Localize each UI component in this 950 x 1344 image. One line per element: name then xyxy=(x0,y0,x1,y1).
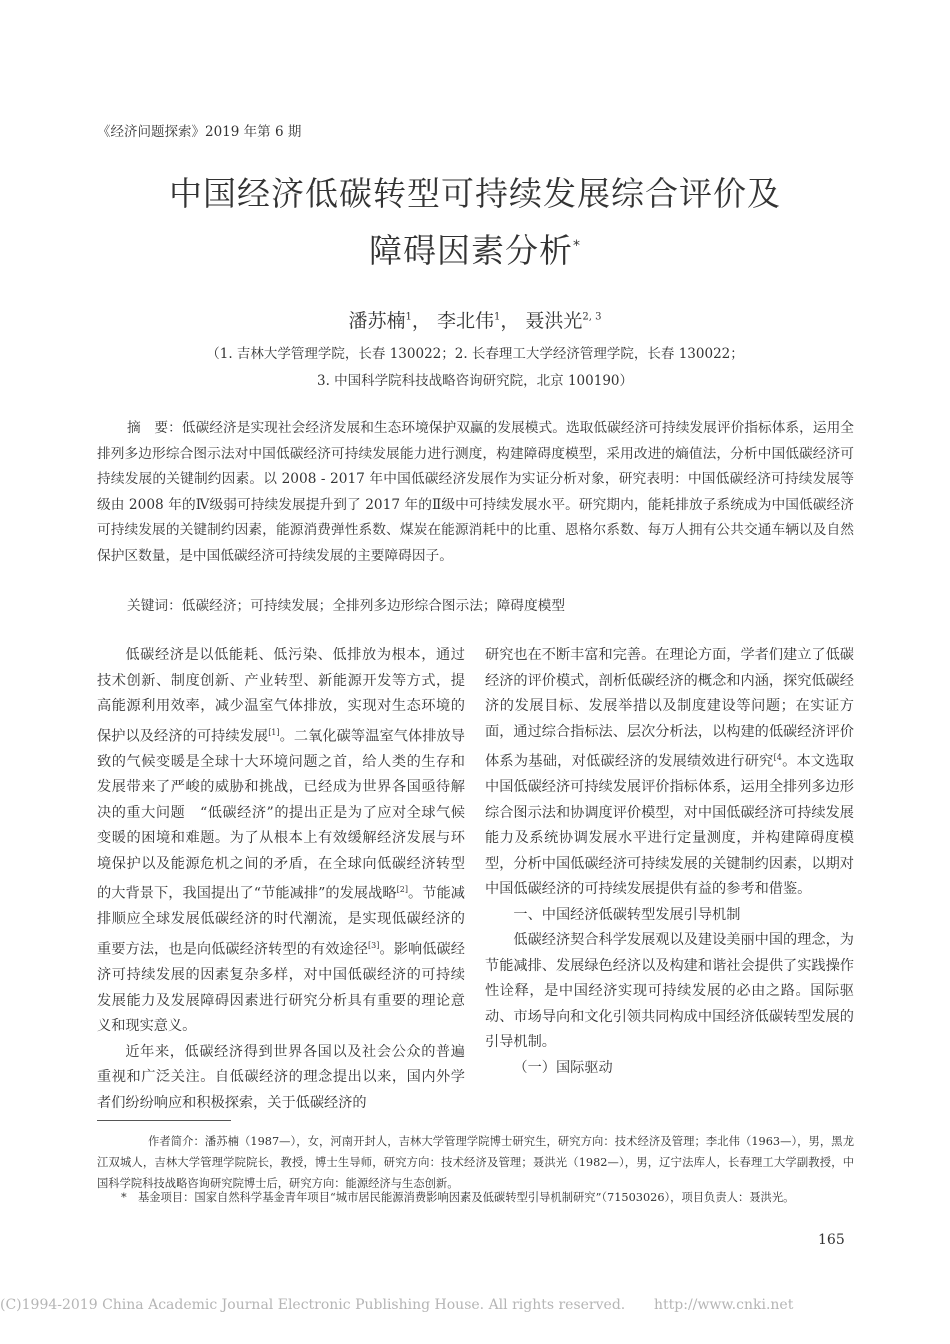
paper-title-text: 障碍因素分析 xyxy=(369,231,573,270)
author-affil-sup: 2, 3 xyxy=(582,311,602,323)
journal-header: 《经济问题探索》2019 年第 6 期 xyxy=(97,124,302,140)
citation-ref: [2] xyxy=(396,885,408,895)
abstract: 摘 要：低碳经济是实现社会经济发展和生态环境保护双赢的发展模式。选取低碳经济可持续发展评价指标体系，运用全排列多边形综合图示法对中国低碳经济可持续发展能力进行测度，构建障碍度模型，采用改进的熵值法，分析中国低碳经济可持续发展的关键制约因素。以 2008 - 2017 年中国低碳经济发展作为实证分析对象，研究表明：中国低碳经济可持续发展等级由 2008 年的Ⅳ级弱可持续发展提升到了 2017 年的Ⅱ级中可持续发展水平。研究期内，能耗排放子系统成为中国低碳经济可持续发展的关键制约因素，能源消费弹性系数、煤炭在能源消耗中的比重、恩格尔系数、每万人拥有公共交通车辆以及自然保护区数量，是中国低碳经济可持续发展的主要障碍因子。 xyxy=(97,420,854,564)
keywords: 关键词：低碳经济；可持续发展；全排列多边形综合图示法；障碍度模型 xyxy=(127,598,566,614)
paragraph xyxy=(97,643,465,1040)
author-affil-sup: 1 xyxy=(493,311,501,323)
paragraph xyxy=(485,643,854,903)
subsection-heading: （一）国际驱动 xyxy=(513,1059,613,1076)
text-run: 。影响低碳经济可持续发展的因素复杂多样，对中国低碳经济的可持续发展能力及发展障碍因素进行研究分析具有重要的理论意义和现实意义。 xyxy=(97,941,465,1035)
author-name: 李北伟 xyxy=(436,310,494,332)
footnote-divider xyxy=(97,1120,231,1121)
footnote-fund: * 基金项目：国家自然科学基金青年项目“城市居民能源消费影响因素及低碳转型引导机制研究”（71503026），项目负责人：聂洪光。 xyxy=(121,1191,795,1204)
paper-title-line1: 中国经济低碳转型可持续发展综合评价及 xyxy=(169,174,781,213)
section-heading: 一、中国经济低碳转型发展引导机制 xyxy=(513,906,741,923)
paper-title-line2 xyxy=(60,220,890,277)
citation-ref: [4 xyxy=(773,753,782,762)
cnki-link[interactable]: http://www.cnki.net xyxy=(654,1297,794,1313)
text-run: 。本文选取中国低碳经济可持续发展评价指标体系，运用全排列多边形综合图示法和协调度评价模型，对中国低碳经济可持续发展能力及系统协调发展水平进行定量测度，并构建障碍度模型，分析中国低碳经济可持续发展的关键制约因素，以期对中国低碳经济的可持续发展提供有益的参考和借鉴。 xyxy=(485,753,854,898)
copyright-text: (C)1994-2019 China Academic Journal Electronic Publishing House. All rights reserved. xyxy=(0,1297,626,1313)
body-column-left xyxy=(97,643,465,1116)
text-run: 。节能减排顺应全球发展低碳经济的时代潮流，是实现低碳经济的重要方法，也是向低碳经济转型的有效途径 xyxy=(97,885,465,958)
text-run: 。二氧化碳等温室气体排放导致的气候变暖是全球十大环境问题之首，给人类的生存和发展带来了严峻的威胁和挑战，已经成为世界各国亟待解决的重大问题 “低碳经济”的提出正是为了应对全球气候变暖的困境和难题。为了从根本上有效缓解经济发展与环境保护以及能源危机之间的矛盾，在全球向低碳经济转型的大背景下，我国提出了“节能减排”的发展战略 xyxy=(97,728,465,902)
affiliation-line1: （1. 吉林大学管理学院，长春 130022；2. 长春理工大学经济管理学院，长春 130022； xyxy=(206,346,744,362)
author-name: 聂洪光 xyxy=(525,310,583,332)
footnote-author-intro: 作者简介：潘苏楠（1987—），女，河南开封人，吉林大学管理学院博士研究生，研究方向：技术经济及管理；李北伟（1963—），男，黑龙江双城人，吉林大学管理学院院长，教授，博士生导师，研究方向：技术经济及管理；聂洪光（1982—），男，辽宁法库人，长春理工大学副教授，中国科学院科技战略咨询研究院博士后，研究方向：能源经济与生态创新。 xyxy=(97,1135,854,1191)
text-run: 低碳经济是以低能耗、低污染、低排放为根本，通过技术创新、制度创新、产业转型、新能源开发等方式，提高能源利用效率，减少温室气体排放，实现对生态环境的保护以及经济的可持续发展 xyxy=(97,647,465,745)
paragraph: 低碳经济契合科学发展观以及建设美丽中国的理念，为节能减排、发展绿色经济以及构建和谐社会提供了实践操作性诠释，是中国经济实现可持续发展的必由之路。国际驱动、市场导向和文化引领共同构成中国经济低碳转型发展的引导机制。 xyxy=(485,932,854,1051)
body-column-right xyxy=(485,643,854,1081)
author-name: 潘苏楠 xyxy=(348,310,406,332)
page-number: 165 xyxy=(818,1232,845,1248)
title-footnote-mark: * xyxy=(573,238,581,254)
citation-ref: [1] xyxy=(268,727,280,737)
author-affil-sup: 1 xyxy=(405,311,412,323)
author-separator: ， xyxy=(411,310,431,332)
citation-ref: [3] xyxy=(368,940,380,950)
affiliation-line2: 3. 中国科学院科技战略咨询研究院，北京 100190） xyxy=(317,373,633,389)
text-run: 研究也在不断丰富和完善。在理论方面，学者们建立了低碳经济的评价模式，剖析低碳经济的概念和内涵，探究低碳经济的发展目标、发展举措以及制度建设等问题；在实证方面，通过综合指标法、层次分析法，以构建的低碳经济评价体系为基础，对低碳经济的发展绩效进行研究 xyxy=(485,647,854,770)
author-list xyxy=(0,306,950,333)
paragraph: 近年来，低碳经济得到世界各国以及社会公众的普遍重视和广泛关注。自低碳经济的理念提出以来，国内外学者们纷纷响应和积极探索，关于低碳经济的 xyxy=(97,1043,465,1111)
author-separator: ， xyxy=(500,310,520,332)
